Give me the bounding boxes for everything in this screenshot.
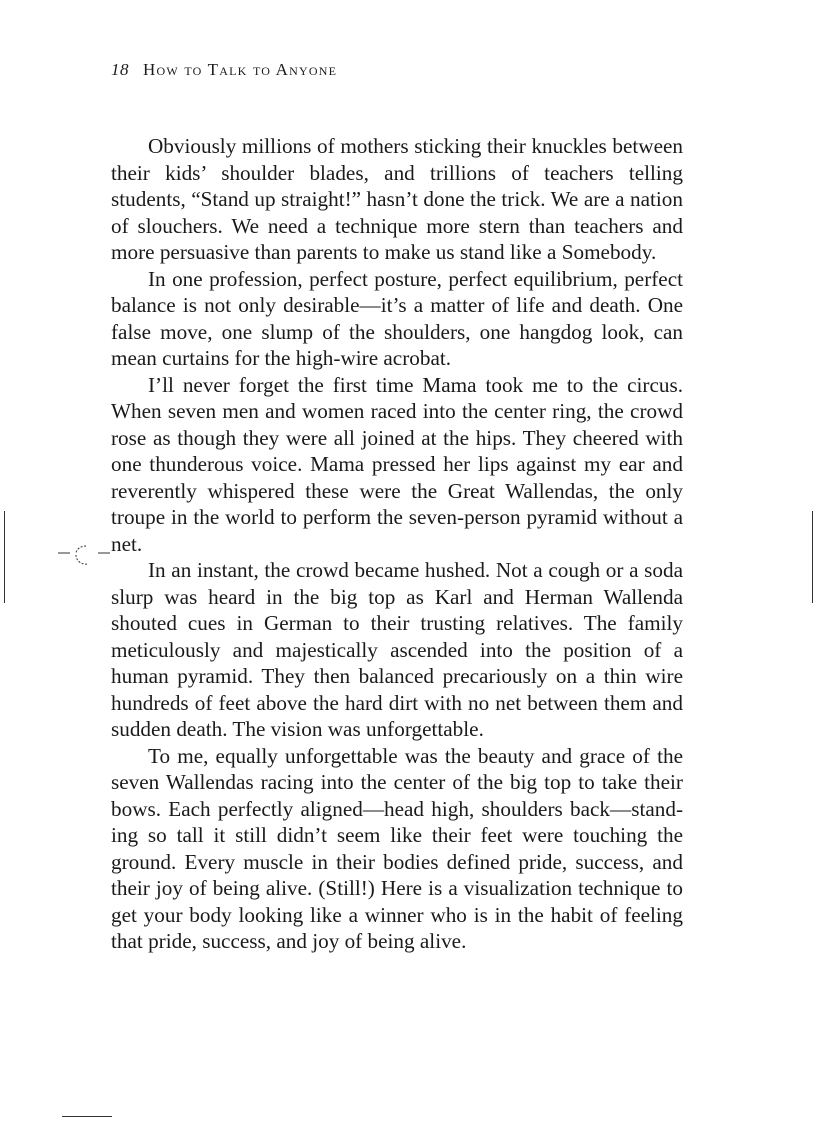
bottom-rule xyxy=(62,1116,112,1117)
registration-mark-icon xyxy=(58,543,110,577)
body-text xyxy=(111,133,683,955)
running-title: How to Talk to Anyone xyxy=(143,60,338,79)
paragraph: In an instant, the crowd became hushed. Not a cough or a soda slurp was heard in the big top as Karl and Herman Wallenda shouted cues in German to their trusting relatives. The family meticulously and majestically ascended into the position of a human pyramid. They then balanced precariously on a thin wire hundreds of feet above the hard dirt with no net between them and sudden death. The vision was unforgettable. xyxy=(111,558,683,741)
paragraph: I’ll never forget the first time Mama took me to the circus. When seven men and women raced into the center ring, the crowd rose as though they were all joined at the hips. They cheered with one thunderous voice. Mama pressed her lips against my ear and reverently whispered these were the Great Wallendas, the only troupe in the world to perform the seven-person pyramid without a net. xyxy=(111,372,683,556)
page-number: 18 xyxy=(111,60,129,79)
crop-mark-right xyxy=(812,511,813,603)
paragraph: Obviously millions of mothers sticking their knuckles between their kids’ shoulder blades, and trillions of teachers telling students, “Stand up straight!” hasn’t done the trick. We are a nation of slouchers. We need a technique more stern than teachers and more persuasive than parents to make us stand like a Somebody. xyxy=(111,134,683,264)
paragraph: To me, equally unforgettable was the beauty and grace of the seven Wallendas racing into the center of the big top to take their bows. Each perfectly aligned—head high, shoulders back—standing so tall it still didn’t seem like their feet were touching the ground. Every muscle in their bodies defined pride, success, and their joy of being alive. (Still!) Here is a visualization technique to get your body looking like a winner who is in the habit of feeling that pride, success, and joy of being alive. xyxy=(111,743,683,953)
crop-mark-left xyxy=(4,511,5,603)
running-header xyxy=(111,60,337,80)
paragraph: In one profession, perfect posture, perfect equilibrium, perfect balance is not only desirable—it’s a matter of life and death. One false move, one slump of the shoulders, one hangdog look, can mean curtains for the high-wire acrobat. xyxy=(111,266,683,370)
